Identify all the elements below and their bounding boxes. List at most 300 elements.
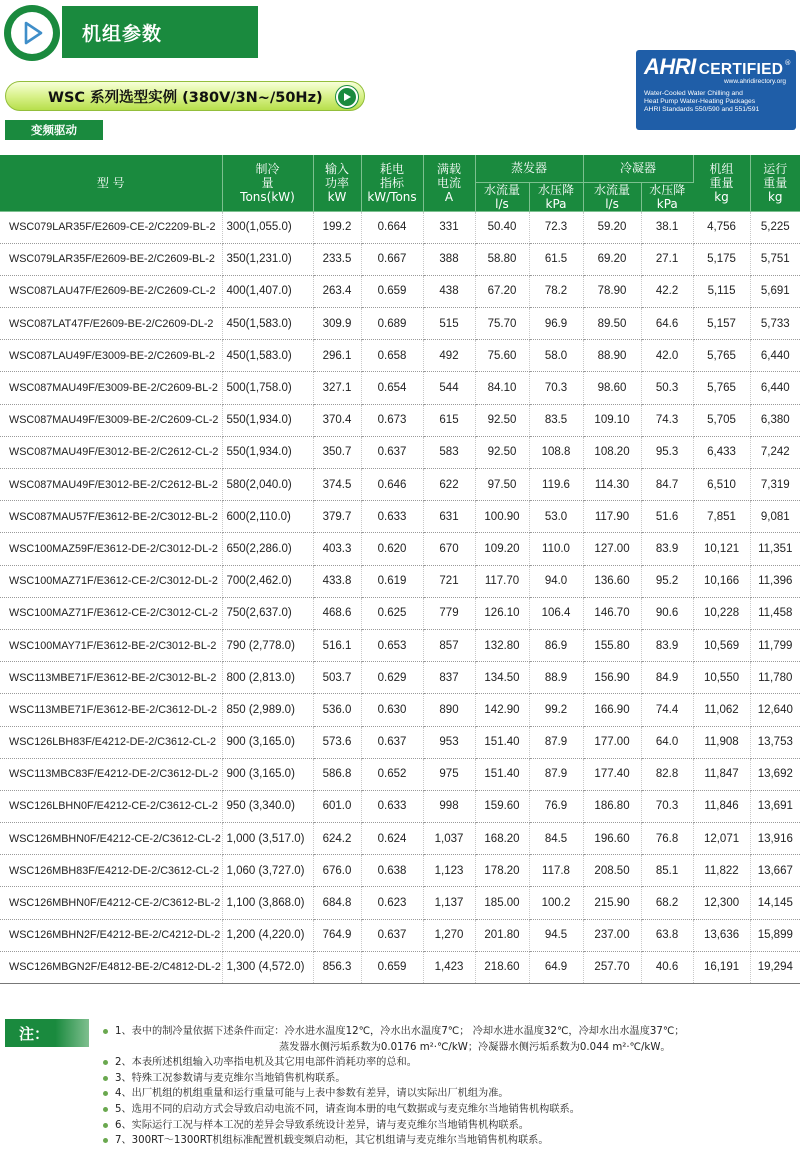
table-row bbox=[0, 404, 800, 436]
table-row bbox=[0, 887, 800, 919]
note-item: 7、300RT～1300RT机组标准配置机载变频启动柜，其它机组请与麦克维尔当地销售机构联系。 bbox=[103, 1133, 795, 1149]
cell-unit-weight: 7,851 bbox=[693, 501, 750, 533]
cell-evap-pressure-drop: 117.8 bbox=[529, 855, 583, 887]
cell-model: WSC113MBE71F/E3612-BE-2/C3612-DL-2 bbox=[0, 694, 222, 726]
cell-model: WSC079LAR35F/E2609-BE-2/C2609-BL-2 bbox=[0, 243, 222, 275]
cell-operating-weight: 6,380 bbox=[750, 404, 800, 436]
table-row bbox=[0, 308, 800, 340]
cell-model: WSC087MAU49F/E3009-BE-2/C2609-CL-2 bbox=[0, 404, 222, 436]
cell-evap-pressure-drop: 87.9 bbox=[529, 726, 583, 758]
cell-full-load-current: 953 bbox=[423, 726, 475, 758]
cell-input-power: 586.8 bbox=[313, 758, 361, 790]
cell-operating-weight: 11,780 bbox=[750, 662, 800, 694]
cell-evap-pressure-drop: 58.0 bbox=[529, 340, 583, 372]
cell-cond-pressure-drop: 84.7 bbox=[641, 469, 693, 501]
cell-input-power: 370.4 bbox=[313, 404, 361, 436]
cell-model: WSC087LAU49F/E3009-BE-2/C2609-BL-2 bbox=[0, 340, 222, 372]
cell-evap-pressure-drop: 99.2 bbox=[529, 694, 583, 726]
cell-efficiency: 0.633 bbox=[361, 790, 423, 822]
cell-unit-weight: 5,705 bbox=[693, 404, 750, 436]
cell-cond-pressure-drop: 51.6 bbox=[641, 501, 693, 533]
bullet-dot-icon bbox=[103, 1123, 108, 1128]
cell-full-load-current: 1,137 bbox=[423, 887, 475, 919]
cell-evap-flow: 97.50 bbox=[475, 469, 529, 501]
cell-evap-flow: 75.60 bbox=[475, 340, 529, 372]
cell-capacity: 790 (2,778.0) bbox=[222, 629, 313, 661]
cell-evap-pressure-drop: 119.6 bbox=[529, 469, 583, 501]
cell-evap-pressure-drop: 100.2 bbox=[529, 887, 583, 919]
cell-evap-flow: 126.10 bbox=[475, 597, 529, 629]
cell-full-load-current: 544 bbox=[423, 372, 475, 404]
cell-capacity: 700(2,462.0) bbox=[222, 565, 313, 597]
cell-input-power: 536.0 bbox=[313, 694, 361, 726]
cell-operating-weight: 13,667 bbox=[750, 855, 800, 887]
cell-capacity: 600(2,110.0) bbox=[222, 501, 313, 533]
cell-cond-flow: 88.90 bbox=[583, 340, 641, 372]
table-row bbox=[0, 340, 800, 372]
ahri-description bbox=[636, 85, 796, 114]
bullet-dot-icon bbox=[103, 1060, 108, 1065]
cell-evap-flow: 67.20 bbox=[475, 275, 529, 307]
cell-cond-pressure-drop: 27.1 bbox=[641, 243, 693, 275]
cell-evap-flow: 84.10 bbox=[475, 372, 529, 404]
section-icon-badge bbox=[4, 5, 60, 61]
cell-cond-flow: 109.10 bbox=[583, 404, 641, 436]
cell-unit-weight: 10,228 bbox=[693, 597, 750, 629]
cell-capacity: 1,200 (4,220.0) bbox=[222, 919, 313, 951]
cell-evap-pressure-drop: 64.9 bbox=[529, 951, 583, 983]
cell-full-load-current: 1,423 bbox=[423, 951, 475, 983]
cell-full-load-current: 779 bbox=[423, 597, 475, 629]
cell-input-power: 350.7 bbox=[313, 436, 361, 468]
cell-efficiency: 0.659 bbox=[361, 275, 423, 307]
cell-capacity: 950 (3,340.0) bbox=[222, 790, 313, 822]
note-item-sub: 蒸发器水侧污垢系数为0.0176 m²·℃/kW；冷凝器水侧污垢系数为0.044 m²·℃/kW。 bbox=[279, 1041, 671, 1053]
cell-cond-pressure-drop: 70.3 bbox=[641, 790, 693, 822]
cell-evap-flow: 185.00 bbox=[475, 887, 529, 919]
cell-cond-flow: 156.90 bbox=[583, 662, 641, 694]
col-header-power: 输入 功率 kW bbox=[313, 155, 361, 211]
note-item: 3、特殊工况参数请与麦克维尔当地销售机构联系。 bbox=[103, 1071, 795, 1087]
cell-input-power: 856.3 bbox=[313, 951, 361, 983]
cell-cond-pressure-drop: 95.2 bbox=[641, 565, 693, 597]
cell-input-power: 573.6 bbox=[313, 726, 361, 758]
ahri-certified-text: CERTIFIED bbox=[698, 61, 784, 78]
cell-unit-weight: 10,569 bbox=[693, 629, 750, 661]
cell-unit-weight: 11,846 bbox=[693, 790, 750, 822]
col-header-efficiency: 耗电 指标 kW/Tons bbox=[361, 155, 423, 211]
cell-input-power: 684.8 bbox=[313, 887, 361, 919]
cell-evap-flow: 117.70 bbox=[475, 565, 529, 597]
cell-efficiency: 0.653 bbox=[361, 629, 423, 661]
cell-cond-flow: 215.90 bbox=[583, 887, 641, 919]
cell-capacity: 550(1,934.0) bbox=[222, 436, 313, 468]
cell-full-load-current: 1,037 bbox=[423, 823, 475, 855]
cell-full-load-current: 583 bbox=[423, 436, 475, 468]
cell-evap-pressure-drop: 78.2 bbox=[529, 275, 583, 307]
cell-cond-flow: 208.50 bbox=[583, 855, 641, 887]
table-row bbox=[0, 951, 800, 983]
cell-cond-pressure-drop: 38.1 bbox=[641, 211, 693, 243]
cell-cond-pressure-drop: 74.3 bbox=[641, 404, 693, 436]
cell-capacity: 550(1,934.0) bbox=[222, 404, 313, 436]
note-item: 4、出厂机组的机组重量和运行重量可能与上表中参数有差异，请以实际出厂机组为准。 bbox=[103, 1086, 795, 1102]
cell-input-power: 676.0 bbox=[313, 855, 361, 887]
cell-full-load-current: 1,270 bbox=[423, 919, 475, 951]
cell-evap-pressure-drop: 94.5 bbox=[529, 919, 583, 951]
cell-unit-weight: 11,822 bbox=[693, 855, 750, 887]
cell-evap-flow: 109.20 bbox=[475, 533, 529, 565]
cell-unit-weight: 5,115 bbox=[693, 275, 750, 307]
cell-cond-flow: 69.20 bbox=[583, 243, 641, 275]
cell-efficiency: 0.625 bbox=[361, 597, 423, 629]
ahri-wordmark: AHRI bbox=[644, 54, 696, 79]
cell-evap-flow: 218.60 bbox=[475, 951, 529, 983]
cell-cond-pressure-drop: 84.9 bbox=[641, 662, 693, 694]
cell-evap-pressure-drop: 87.9 bbox=[529, 758, 583, 790]
table-row bbox=[0, 694, 800, 726]
table-row bbox=[0, 919, 800, 951]
table-row bbox=[0, 758, 800, 790]
cell-evap-pressure-drop: 53.0 bbox=[529, 501, 583, 533]
cell-cond-pressure-drop: 83.9 bbox=[641, 533, 693, 565]
cell-efficiency: 0.659 bbox=[361, 951, 423, 983]
cell-efficiency: 0.638 bbox=[361, 855, 423, 887]
col-header-cond-pd: 水压降 kPa bbox=[641, 182, 693, 211]
cell-unit-weight: 4,756 bbox=[693, 211, 750, 243]
cell-capacity: 400(1,407.0) bbox=[222, 275, 313, 307]
cell-cond-pressure-drop: 42.0 bbox=[641, 340, 693, 372]
cell-input-power: 764.9 bbox=[313, 919, 361, 951]
cell-model: WSC087LAU47F/E2609-BE-2/C2609-CL-2 bbox=[0, 275, 222, 307]
table-row bbox=[0, 726, 800, 758]
cell-capacity: 850 (2,989.0) bbox=[222, 694, 313, 726]
cell-cond-flow: 177.40 bbox=[583, 758, 641, 790]
cell-unit-weight: 11,908 bbox=[693, 726, 750, 758]
cell-model: WSC087MAU49F/E3009-BE-2/C2609-BL-2 bbox=[0, 372, 222, 404]
cell-evap-pressure-drop: 88.9 bbox=[529, 662, 583, 694]
cell-operating-weight: 5,751 bbox=[750, 243, 800, 275]
cell-efficiency: 0.619 bbox=[361, 565, 423, 597]
notes-list bbox=[103, 1024, 795, 1149]
cell-operating-weight: 9,081 bbox=[750, 501, 800, 533]
col-header-evap-flow: 水流量 l/s bbox=[475, 182, 529, 211]
table-row bbox=[0, 565, 800, 597]
cell-input-power: 379.7 bbox=[313, 501, 361, 533]
cell-cond-pressure-drop: 64.0 bbox=[641, 726, 693, 758]
cell-cond-pressure-drop: 82.8 bbox=[641, 758, 693, 790]
cell-evap-flow: 134.50 bbox=[475, 662, 529, 694]
drive-type-tag: 变频驱动 bbox=[5, 120, 103, 140]
cell-input-power: 309.9 bbox=[313, 308, 361, 340]
cell-efficiency: 0.637 bbox=[361, 436, 423, 468]
cell-model: WSC126MBH83F/E4212-DE-2/C3612-CL-2 bbox=[0, 855, 222, 887]
cell-model: WSC126MBHN0F/E4212-CE-2/C3612-CL-2 bbox=[0, 823, 222, 855]
cell-unit-weight: 5,157 bbox=[693, 308, 750, 340]
bullet-dot-icon bbox=[103, 1091, 108, 1096]
cell-evap-flow: 50.40 bbox=[475, 211, 529, 243]
cell-capacity: 350(1,231.0) bbox=[222, 243, 313, 275]
bullet-dot-icon bbox=[103, 1138, 108, 1143]
cell-cond-flow: 89.50 bbox=[583, 308, 641, 340]
cell-full-load-current: 622 bbox=[423, 469, 475, 501]
ahri-website: www.ahridirectory.org bbox=[723, 78, 786, 85]
notes-label: 注 ： bbox=[5, 1019, 89, 1047]
cell-evap-pressure-drop: 70.3 bbox=[529, 372, 583, 404]
cell-evap-flow: 132.80 bbox=[475, 629, 529, 661]
cell-full-load-current: 857 bbox=[423, 629, 475, 661]
cell-unit-weight: 11,062 bbox=[693, 694, 750, 726]
cell-input-power: 327.1 bbox=[313, 372, 361, 404]
table-row bbox=[0, 533, 800, 565]
table-row bbox=[0, 629, 800, 661]
cell-model: WSC087MAU49F/E3012-BE-2/C2612-CL-2 bbox=[0, 436, 222, 468]
cell-capacity: 900 (3,165.0) bbox=[222, 758, 313, 790]
cell-full-load-current: 1,123 bbox=[423, 855, 475, 887]
cell-capacity: 500(1,758.0) bbox=[222, 372, 313, 404]
cell-cond-flow: 186.80 bbox=[583, 790, 641, 822]
cell-evap-pressure-drop: 108.8 bbox=[529, 436, 583, 468]
cell-cond-flow: 257.70 bbox=[583, 951, 641, 983]
cell-model: WSC126MBHN2F/E4212-BE-2/C4212-DL-2 bbox=[0, 919, 222, 951]
col-header-operating-weight: 运行 重量 kg bbox=[750, 155, 800, 211]
col-header-evap-pd: 水压降 kPa bbox=[529, 182, 583, 211]
cell-input-power: 468.6 bbox=[313, 597, 361, 629]
cell-cond-pressure-drop: 50.3 bbox=[641, 372, 693, 404]
table-row bbox=[0, 501, 800, 533]
cell-capacity: 650(2,286.0) bbox=[222, 533, 313, 565]
cell-full-load-current: 670 bbox=[423, 533, 475, 565]
cell-operating-weight: 11,458 bbox=[750, 597, 800, 629]
table-row bbox=[0, 597, 800, 629]
cell-cond-pressure-drop: 83.9 bbox=[641, 629, 693, 661]
cell-model: WSC087MAU49F/E3012-BE-2/C2612-BL-2 bbox=[0, 469, 222, 501]
cell-input-power: 624.2 bbox=[313, 823, 361, 855]
cell-evap-pressure-drop: 106.4 bbox=[529, 597, 583, 629]
cell-capacity: 1,300 (4,572.0) bbox=[222, 951, 313, 983]
cell-efficiency: 0.624 bbox=[361, 823, 423, 855]
cell-cond-pressure-drop: 64.6 bbox=[641, 308, 693, 340]
cell-unit-weight: 6,510 bbox=[693, 469, 750, 501]
cell-unit-weight: 16,191 bbox=[693, 951, 750, 983]
cell-cond-flow: 78.90 bbox=[583, 275, 641, 307]
cell-efficiency: 0.667 bbox=[361, 243, 423, 275]
col-header-weight: 机组 重量 kg bbox=[693, 155, 750, 211]
cell-full-load-current: 890 bbox=[423, 694, 475, 726]
cell-evap-flow: 201.80 bbox=[475, 919, 529, 951]
cell-cond-flow: 136.60 bbox=[583, 565, 641, 597]
cell-efficiency: 0.664 bbox=[361, 211, 423, 243]
note-item: 1、表中的制冷量依据下述条件而定：冷水进水温度12℃，冷水出水温度7℃； 冷却水进水温度32℃，冷却水出水温度37℃； 蒸发器水侧污垢系数为0.0176 m²·℃/kW；冷凝器水侧污垢系数为0.044 m²·℃/kW。 bbox=[103, 1024, 795, 1055]
cell-model: WSC100MAZ59F/E3612-DE-2/C3012-DL-2 bbox=[0, 533, 222, 565]
cell-unit-weight: 12,071 bbox=[693, 823, 750, 855]
cell-model: WSC100MAZ71F/E3612-CE-2/C3012-DL-2 bbox=[0, 565, 222, 597]
note-item: 2、本表所述机组输入功率指电机及其它用电部件消耗功率的总和。 bbox=[103, 1055, 795, 1071]
cell-model: WSC113MBC83F/E4212-DE-2/C3612-DL-2 bbox=[0, 758, 222, 790]
cell-model: WSC126MBHN0F/E4212-CE-2/C3612-BL-2 bbox=[0, 887, 222, 919]
cell-operating-weight: 5,225 bbox=[750, 211, 800, 243]
table-row bbox=[0, 662, 800, 694]
cell-model: WSC113MBE71F/E3612-BE-2/C3012-BL-2 bbox=[0, 662, 222, 694]
cell-evap-flow: 151.40 bbox=[475, 726, 529, 758]
cell-model: WSC087LAT47F/E2609-BE-2/C2609-DL-2 bbox=[0, 308, 222, 340]
cell-cond-pressure-drop: 74.4 bbox=[641, 694, 693, 726]
cell-cond-flow: 59.20 bbox=[583, 211, 641, 243]
cell-efficiency: 0.623 bbox=[361, 887, 423, 919]
cell-efficiency: 0.673 bbox=[361, 404, 423, 436]
cell-model: WSC100MAZ71F/E3612-CE-2/C3012-CL-2 bbox=[0, 597, 222, 629]
cell-operating-weight: 14,145 bbox=[750, 887, 800, 919]
cell-evap-flow: 75.70 bbox=[475, 308, 529, 340]
table-row bbox=[0, 469, 800, 501]
cell-evap-pressure-drop: 96.9 bbox=[529, 308, 583, 340]
cell-efficiency: 0.629 bbox=[361, 662, 423, 694]
cell-evap-flow: 92.50 bbox=[475, 404, 529, 436]
cell-operating-weight: 19,294 bbox=[750, 951, 800, 983]
cell-full-load-current: 975 bbox=[423, 758, 475, 790]
spec-table-body bbox=[0, 211, 800, 984]
cell-cond-pressure-drop: 68.2 bbox=[641, 887, 693, 919]
cell-operating-weight: 7,242 bbox=[750, 436, 800, 468]
cell-unit-weight: 6,433 bbox=[693, 436, 750, 468]
cell-capacity: 900 (3,165.0) bbox=[222, 726, 313, 758]
cell-operating-weight: 6,440 bbox=[750, 372, 800, 404]
cell-operating-weight: 11,396 bbox=[750, 565, 800, 597]
cell-cond-pressure-drop: 85.1 bbox=[641, 855, 693, 887]
bullet-dot-icon bbox=[103, 1107, 108, 1112]
cell-operating-weight: 15,899 bbox=[750, 919, 800, 951]
cell-capacity: 750(2,637.0) bbox=[222, 597, 313, 629]
cell-capacity: 1,100 (3,868.0) bbox=[222, 887, 313, 919]
cell-unit-weight: 13,636 bbox=[693, 919, 750, 951]
cell-full-load-current: 631 bbox=[423, 501, 475, 533]
cell-capacity: 580(2,040.0) bbox=[222, 469, 313, 501]
cell-model: WSC100MAY71F/E3612-BE-2/C3012-BL-2 bbox=[0, 629, 222, 661]
note-item: 6、实际运行工况与样本工况的差异会导致系统设计差异，请与麦克维尔当地销售机构联系。 bbox=[103, 1118, 795, 1134]
table-row bbox=[0, 823, 800, 855]
ahri-desc-line-3: AHRI Standards 550/590 and 551/591 bbox=[644, 106, 760, 113]
cell-cond-pressure-drop: 95.3 bbox=[641, 436, 693, 468]
cell-evap-flow: 151.40 bbox=[475, 758, 529, 790]
cell-cond-pressure-drop: 63.8 bbox=[641, 919, 693, 951]
cell-operating-weight: 13,916 bbox=[750, 823, 800, 855]
cell-cond-flow: 114.30 bbox=[583, 469, 641, 501]
cell-efficiency: 0.646 bbox=[361, 469, 423, 501]
cell-cond-flow: 196.60 bbox=[583, 823, 641, 855]
cell-cond-flow: 155.80 bbox=[583, 629, 641, 661]
cell-model: WSC126LBHN0F/E4212-CE-2/C3612-CL-2 bbox=[0, 790, 222, 822]
table-row bbox=[0, 243, 800, 275]
cell-input-power: 296.1 bbox=[313, 340, 361, 372]
cell-full-load-current: 615 bbox=[423, 404, 475, 436]
play-outline-icon bbox=[19, 20, 45, 46]
example-title: WSC 系列选型实例 (380V/3N~/50Hz) bbox=[48, 89, 323, 106]
cell-unit-weight: 5,175 bbox=[693, 243, 750, 275]
cell-operating-weight: 12,640 bbox=[750, 694, 800, 726]
cell-efficiency: 0.637 bbox=[361, 726, 423, 758]
cell-cond-flow: 146.70 bbox=[583, 597, 641, 629]
cell-model: WSC079LAR35F/E2609-CE-2/C2209-BL-2 bbox=[0, 211, 222, 243]
table-row bbox=[0, 855, 800, 887]
cell-full-load-current: 388 bbox=[423, 243, 475, 275]
cell-input-power: 199.2 bbox=[313, 211, 361, 243]
cell-operating-weight: 13,753 bbox=[750, 726, 800, 758]
cell-full-load-current: 515 bbox=[423, 308, 475, 340]
cell-cond-flow: 117.90 bbox=[583, 501, 641, 533]
cell-input-power: 233.5 bbox=[313, 243, 361, 275]
cell-capacity: 450(1,583.0) bbox=[222, 308, 313, 340]
cell-unit-weight: 5,765 bbox=[693, 340, 750, 372]
bullet-dot-icon bbox=[103, 1076, 108, 1081]
cell-capacity: 1,060 (3,727.0) bbox=[222, 855, 313, 887]
cell-unit-weight: 12,300 bbox=[693, 887, 750, 919]
cell-evap-pressure-drop: 72.3 bbox=[529, 211, 583, 243]
cell-input-power: 263.4 bbox=[313, 275, 361, 307]
play-circle-icon[interactable] bbox=[336, 86, 358, 108]
cell-evap-pressure-drop: 76.9 bbox=[529, 790, 583, 822]
bullet-dot-icon bbox=[103, 1029, 108, 1034]
cell-input-power: 503.7 bbox=[313, 662, 361, 694]
cell-cond-flow: 166.90 bbox=[583, 694, 641, 726]
cell-efficiency: 0.637 bbox=[361, 919, 423, 951]
cell-evap-flow: 178.20 bbox=[475, 855, 529, 887]
cell-operating-weight: 5,691 bbox=[750, 275, 800, 307]
cell-unit-weight: 10,166 bbox=[693, 565, 750, 597]
ahri-desc-line-2: Heat Pump Water-Heating Packages bbox=[644, 98, 756, 105]
cell-evap-pressure-drop: 94.0 bbox=[529, 565, 583, 597]
cell-unit-weight: 10,550 bbox=[693, 662, 750, 694]
col-header-current: 满载 电流 A bbox=[423, 155, 475, 211]
section-title: 机组参数 bbox=[62, 6, 258, 58]
cell-full-load-current: 721 bbox=[423, 565, 475, 597]
cell-efficiency: 0.630 bbox=[361, 694, 423, 726]
cell-operating-weight: 7,319 bbox=[750, 469, 800, 501]
example-title-pill[interactable] bbox=[5, 81, 365, 111]
cell-efficiency: 0.689 bbox=[361, 308, 423, 340]
cell-operating-weight: 6,440 bbox=[750, 340, 800, 372]
col-header-capacity: 制冷 量 Tons(kW) bbox=[222, 155, 313, 211]
cell-full-load-current: 492 bbox=[423, 340, 475, 372]
cell-efficiency: 0.620 bbox=[361, 533, 423, 565]
table-row bbox=[0, 372, 800, 404]
cell-unit-weight: 10,121 bbox=[693, 533, 750, 565]
ahri-certified-logo bbox=[636, 50, 796, 130]
cell-full-load-current: 837 bbox=[423, 662, 475, 694]
cell-operating-weight: 13,691 bbox=[750, 790, 800, 822]
cell-evap-flow: 159.60 bbox=[475, 790, 529, 822]
cell-unit-weight: 5,765 bbox=[693, 372, 750, 404]
cell-capacity: 800 (2,813.0) bbox=[222, 662, 313, 694]
cell-model: WSC087MAU57F/E3612-BE-2/C3012-BL-2 bbox=[0, 501, 222, 533]
cell-efficiency: 0.633 bbox=[361, 501, 423, 533]
table-row bbox=[0, 790, 800, 822]
cell-capacity: 1,000 (3,517.0) bbox=[222, 823, 313, 855]
table-row bbox=[0, 275, 800, 307]
spec-table bbox=[0, 155, 800, 984]
cell-unit-weight: 11,847 bbox=[693, 758, 750, 790]
cell-cond-flow: 177.00 bbox=[583, 726, 641, 758]
cell-evap-pressure-drop: 86.9 bbox=[529, 629, 583, 661]
col-header-model: 型 号 bbox=[0, 155, 222, 211]
registered-mark: ® bbox=[784, 59, 792, 67]
cell-capacity: 450(1,583.0) bbox=[222, 340, 313, 372]
cell-model: WSC126MBGN2F/E4812-BE-2/C4812-DL-2 bbox=[0, 951, 222, 983]
cell-evap-pressure-drop: 84.5 bbox=[529, 823, 583, 855]
cell-full-load-current: 998 bbox=[423, 790, 475, 822]
cell-cond-flow: 108.20 bbox=[583, 436, 641, 468]
cell-efficiency: 0.658 bbox=[361, 340, 423, 372]
cell-evap-flow: 142.90 bbox=[475, 694, 529, 726]
